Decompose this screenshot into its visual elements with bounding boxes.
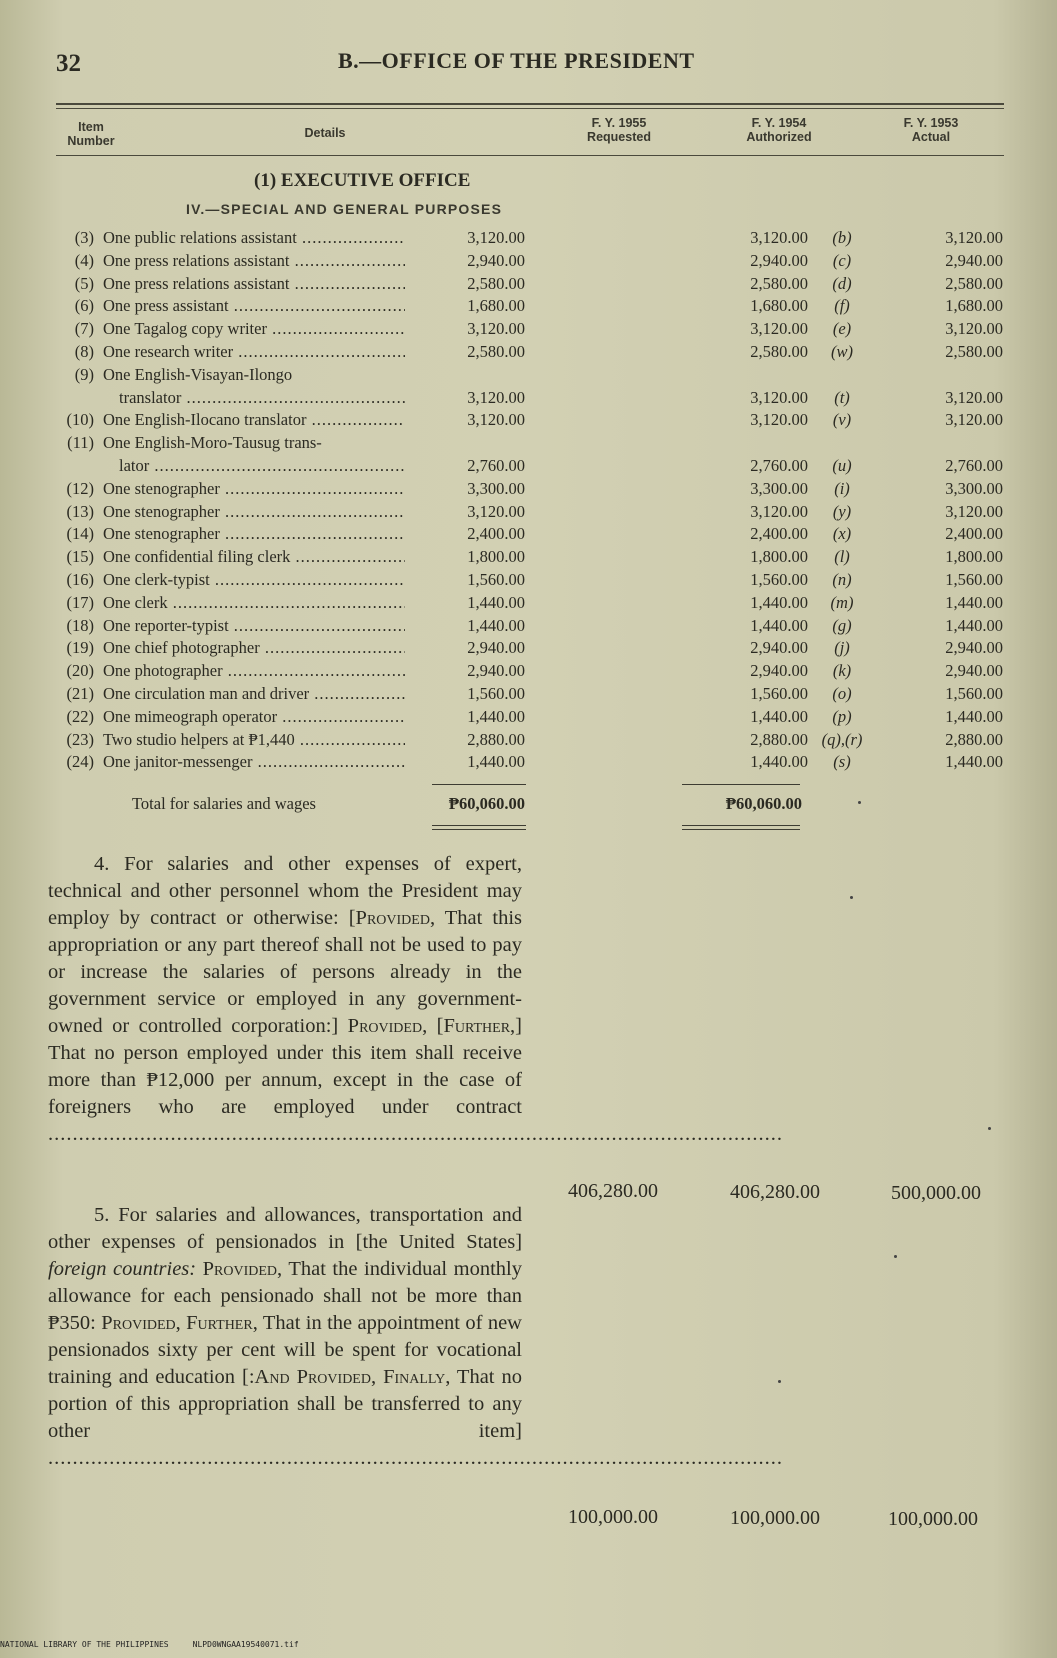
item-number: (4) — [74, 250, 94, 270]
table-row — [0, 479, 1057, 501]
fy1954-authorized: 1,800.00 — [750, 547, 808, 567]
fy1954-authorized: 2,580.00 — [750, 273, 808, 293]
speck — [988, 1127, 991, 1130]
fy1953-actual: 3,120.00 — [945, 228, 1003, 247]
fy1953-actual: 3,300.00 — [945, 478, 1003, 498]
fy1955-requested: 1,560.00 — [467, 570, 525, 589]
footnote-ref: (x) — [832, 524, 852, 544]
fy1954-authorized: 1,560.00 — [750, 684, 808, 703]
item-detail: One research writer ..... — [103, 342, 405, 362]
scan-footer: NATIONAL LIBRARY OF THE PHILIPPINES NLPD0WNGAA19540071.tif — [0, 1640, 299, 1649]
fy1954-authorized: 2,580.00 — [750, 342, 808, 361]
item-number: (21) — [66, 684, 94, 703]
item-detail: One stenographer ..... — [103, 524, 405, 544]
fy1953-actual: 2,400.00 — [945, 524, 1003, 544]
fy1954-authorized: 1,560.00 — [750, 570, 808, 589]
fy1955-requested: 1,440.00 — [467, 706, 525, 726]
table-row — [0, 342, 1057, 364]
footnote-ref: (n) — [832, 570, 852, 589]
table-row — [0, 524, 1057, 546]
item-detail: One janitor-messenger ..... — [103, 752, 405, 772]
item-number: (19) — [66, 638, 94, 658]
fy1953-actual: 2,940.00 — [945, 250, 1003, 270]
item-number: (18) — [66, 615, 94, 635]
fy1954-authorized: 3,120.00 — [750, 228, 808, 247]
fy1953-actual: 1,440.00 — [945, 706, 1003, 726]
table-row — [0, 296, 1057, 318]
speck — [850, 896, 853, 899]
speck — [858, 801, 861, 804]
item-detail: One public relations assistant ..... — [103, 228, 405, 248]
auth-double-line-1 — [682, 825, 800, 826]
fy1954-authorized: 2,400.00 — [750, 524, 808, 544]
col-header-fy1955: F. Y. 1955 Requested — [587, 116, 651, 144]
item-detail: One clerk-typist ..... — [103, 570, 405, 590]
fy1953-actual: 3,120.00 — [945, 319, 1003, 339]
item-detail: Two studio helpers at ₱1,440 ..... — [103, 730, 405, 750]
fy1953-actual: 1,440.00 — [945, 615, 1003, 635]
fy1955-requested: 3,120.00 — [467, 410, 525, 430]
fy1953-actual: 1,560.00 — [945, 570, 1003, 589]
fy1953-actual: 2,760.00 — [945, 456, 1003, 475]
item-4-act: 500,000.00 — [891, 1182, 981, 1204]
table-row — [0, 433, 1057, 455]
item-number: (16) — [66, 570, 94, 589]
header-rule-bottom — [56, 155, 1004, 156]
item-number: (10) — [66, 410, 94, 430]
fy1953-actual: 3,120.00 — [945, 410, 1003, 430]
fy1954-authorized: 2,880.00 — [750, 729, 808, 749]
fy1953-actual: 2,580.00 — [945, 342, 1003, 361]
item-number: (24) — [66, 752, 94, 772]
table-row — [0, 707, 1057, 729]
fy1955-requested: 2,760.00 — [467, 456, 525, 475]
fy1955-requested: 1,800.00 — [467, 547, 525, 567]
item-detail: One clerk ..... — [103, 593, 405, 613]
table-row — [0, 274, 1057, 296]
fy1954-authorized: 2,760.00 — [750, 456, 808, 475]
fy1955-requested: 3,120.00 — [467, 387, 525, 407]
footnote-ref: (f) — [834, 296, 850, 316]
fy1954-authorized: 2,940.00 — [750, 638, 808, 658]
item-number: (20) — [66, 661, 94, 681]
item-5-auth: 100,000.00 — [730, 1507, 820, 1529]
fy1955-requested: 1,680.00 — [467, 296, 525, 316]
footnote-ref: (i) — [834, 478, 850, 498]
item-detail: One press relations assistant ..... — [103, 274, 405, 294]
footnote-ref: (w) — [831, 342, 853, 361]
section-title: (1) EXECUTIVE OFFICE — [254, 170, 471, 191]
footnote-ref: (g) — [832, 615, 852, 635]
fy1953-actual: 2,940.00 — [945, 661, 1003, 681]
table-row — [0, 593, 1057, 615]
footnote-ref: (m) — [830, 592, 854, 612]
fy1954-authorized: 2,940.00 — [750, 661, 808, 681]
item-detail: One stenographer ..... — [103, 479, 405, 499]
total-auth: ₱60,060.00 — [725, 794, 802, 813]
table-row-continuation — [0, 456, 1057, 478]
item-detail-continued: lator ..... — [119, 456, 405, 476]
item-detail-continued: translator ..... — [119, 388, 405, 408]
item-detail: One confidential filing clerk ..... — [103, 547, 405, 567]
item-number: (17) — [66, 592, 94, 612]
fy1954-authorized: 2,940.00 — [750, 250, 808, 270]
item-detail: One circulation man and driver ..... — [103, 684, 405, 704]
table-row — [0, 502, 1057, 524]
footnote-ref: (p) — [832, 706, 852, 726]
item-number: (23) — [66, 729, 94, 749]
page-title: B.—OFFICE OF THE PRESIDENT — [338, 48, 695, 73]
table-row-continuation — [0, 388, 1057, 410]
table-row — [0, 410, 1057, 432]
item-number: (22) — [66, 706, 94, 726]
fy1954-authorized: 3,120.00 — [750, 387, 808, 407]
item-5-req: 100,000.00 — [568, 1506, 658, 1528]
footnote-ref: (y) — [832, 501, 852, 521]
fy1955-requested: 1,440.00 — [467, 752, 525, 772]
fy1955-requested: 3,120.00 — [467, 319, 525, 339]
fy1955-requested: 1,560.00 — [467, 684, 525, 703]
item-number: (5) — [74, 273, 94, 293]
total-row — [0, 794, 1057, 816]
fy1953-actual: 2,880.00 — [945, 729, 1003, 749]
page-number: 32 — [56, 50, 81, 77]
footnote-ref: (l) — [834, 547, 850, 567]
fy1955-requested: 3,300.00 — [467, 478, 525, 498]
fy1954-authorized: 1,440.00 — [750, 615, 808, 635]
footnote-ref: (t) — [834, 387, 850, 407]
header-rule-top-thin — [56, 108, 1004, 109]
fy1953-actual: 1,560.00 — [945, 684, 1003, 703]
item-number: (3) — [74, 228, 94, 247]
footnote-ref: (e) — [832, 319, 852, 339]
fy1955-requested: 2,940.00 — [467, 250, 525, 270]
footnote-ref: (u) — [832, 456, 852, 475]
item-number: (12) — [66, 478, 94, 498]
fy1954-authorized: 3,300.00 — [750, 478, 808, 498]
footnote-ref: (d) — [832, 273, 852, 293]
item-number: (9) — [74, 364, 94, 384]
req-sum-line — [432, 784, 526, 785]
fy1955-requested: 1,440.00 — [467, 592, 525, 612]
table-row — [0, 684, 1057, 706]
item-detail: One press assistant ..... — [103, 296, 405, 316]
fy1955-requested: 1,440.00 — [467, 615, 525, 635]
fy1953-actual: 1,440.00 — [945, 592, 1003, 612]
col-header-fy1954: F. Y. 1954 Authorized — [746, 116, 812, 144]
section-subtitle: IV.—SPECIAL AND GENERAL PURPOSES — [186, 201, 503, 217]
footnote-ref: (c) — [832, 250, 852, 270]
item-detail: One reporter-typist ..... — [103, 616, 405, 636]
item-number: (6) — [74, 296, 94, 316]
item-detail: One press relations assistant ..... — [103, 251, 405, 271]
fy1955-requested: 3,120.00 — [467, 501, 525, 521]
auth-sum-line — [682, 784, 800, 785]
fy1953-actual: 2,580.00 — [945, 273, 1003, 293]
fy1955-requested: 2,580.00 — [467, 273, 525, 293]
item-detail: One chief photographer ..... — [103, 638, 405, 658]
fy1954-authorized: 3,120.00 — [750, 319, 808, 339]
fy1953-actual: 1,800.00 — [945, 547, 1003, 567]
footnote-ref: (q),(r) — [821, 729, 863, 749]
table-row — [0, 730, 1057, 752]
header-rule-top — [56, 103, 1004, 105]
table-row — [0, 228, 1057, 250]
footnote-ref: (s) — [833, 752, 851, 772]
total-label: Total for salaries and wages — [132, 794, 316, 813]
fy1953-actual: 3,120.00 — [945, 387, 1003, 407]
fy1955-requested: 2,400.00 — [467, 524, 525, 544]
req-double-line-2 — [432, 829, 526, 830]
table-row — [0, 616, 1057, 638]
item-detail: One Tagalog copy writer ..... — [103, 319, 405, 339]
speck — [778, 1380, 781, 1383]
speck — [894, 1255, 897, 1258]
col-header-fy1953: F. Y. 1953 Actual — [903, 116, 959, 144]
fy1955-requested: 2,880.00 — [467, 729, 525, 749]
fy1954-authorized: 3,120.00 — [750, 410, 808, 430]
col-header-item-number: Item Number — [67, 120, 115, 148]
table-row — [0, 570, 1057, 592]
fy1953-actual: 3,120.00 — [945, 501, 1003, 521]
item-number: (13) — [66, 501, 94, 521]
item-detail: One photographer ..... — [103, 661, 405, 681]
item-number: (15) — [66, 547, 94, 567]
fy1955-requested: 2,940.00 — [467, 661, 525, 681]
item-4-req: 406,280.00 — [568, 1180, 658, 1202]
col-header-details: Details — [304, 126, 346, 140]
table-row — [0, 251, 1057, 273]
fy1954-authorized: 1,680.00 — [750, 296, 808, 316]
fy1955-requested: 3,120.00 — [467, 228, 525, 247]
item-detail: One English-Ilocano translator ..... — [103, 410, 405, 430]
item-4-paragraph: 4. For salaries and other expenses of expert, technical and other personnel whom the President may employ by contract or otherwise: [Provided, That this appropriation or any part thereof shall not be used to pay or increase the salaries of persons already in the government service or employed in any government-owned or controlled corporation:] Provided, [Further,] That no person employed under this item shall receive more than ₱12,000 per annum, except in the case of foreigners who are employed under contract ..... — [48, 851, 522, 1148]
table-row — [0, 661, 1057, 683]
fy1955-requested: 2,580.00 — [467, 342, 525, 361]
footnote-ref: (b) — [832, 228, 852, 247]
item-5-paragraph: 5. For salaries and allowances, transportation and other expenses of pensionados in [the United States] foreign countries: Provided, That the individual monthly allowance for each pensionado shall not be more than ₱350: Provided, Further, That in the appointment of new pensionados sixty per cent will be spent for vocational training and education [:And Provided, Finally, That no portion of this appropriation shall be transferred to any other item] ..... — [48, 1202, 522, 1472]
item-5-act: 100,000.00 — [888, 1508, 978, 1530]
table-row — [0, 638, 1057, 660]
item-4-auth: 406,280.00 — [730, 1181, 820, 1203]
item-number: (11) — [67, 433, 94, 453]
fy1954-authorized: 1,440.00 — [750, 706, 808, 726]
fy1953-actual: 2,940.00 — [945, 638, 1003, 658]
table-row — [0, 319, 1057, 341]
item-number: (14) — [66, 524, 94, 544]
fy1955-requested: 2,940.00 — [467, 638, 525, 658]
table-row — [0, 547, 1057, 569]
fy1953-actual: 1,680.00 — [945, 296, 1003, 316]
table-row — [0, 752, 1057, 774]
auth-double-line-2 — [682, 829, 800, 830]
total-req: ₱60,060.00 — [448, 794, 525, 813]
table-row — [0, 365, 1057, 387]
footnote-ref: (k) — [832, 661, 852, 681]
fy1954-authorized: 1,440.00 — [750, 752, 808, 772]
fy1953-actual: 1,440.00 — [945, 752, 1003, 772]
footnote-ref: (v) — [832, 410, 852, 430]
footnote-ref: (j) — [834, 638, 850, 658]
item-detail: One mimeograph operator ..... — [103, 707, 405, 727]
item-number: (7) — [74, 319, 94, 339]
item-number: (8) — [74, 342, 94, 361]
fy1954-authorized: 1,440.00 — [750, 592, 808, 612]
item-detail: One English-Visayan-Ilongo — [103, 364, 293, 384]
fy1954-authorized: 3,120.00 — [750, 501, 808, 521]
req-double-line-1 — [432, 825, 526, 826]
footnote-ref: (o) — [832, 684, 852, 703]
item-detail: One stenographer ..... — [103, 502, 405, 522]
item-detail: One English-Moro-Tausug trans- — [103, 433, 322, 453]
